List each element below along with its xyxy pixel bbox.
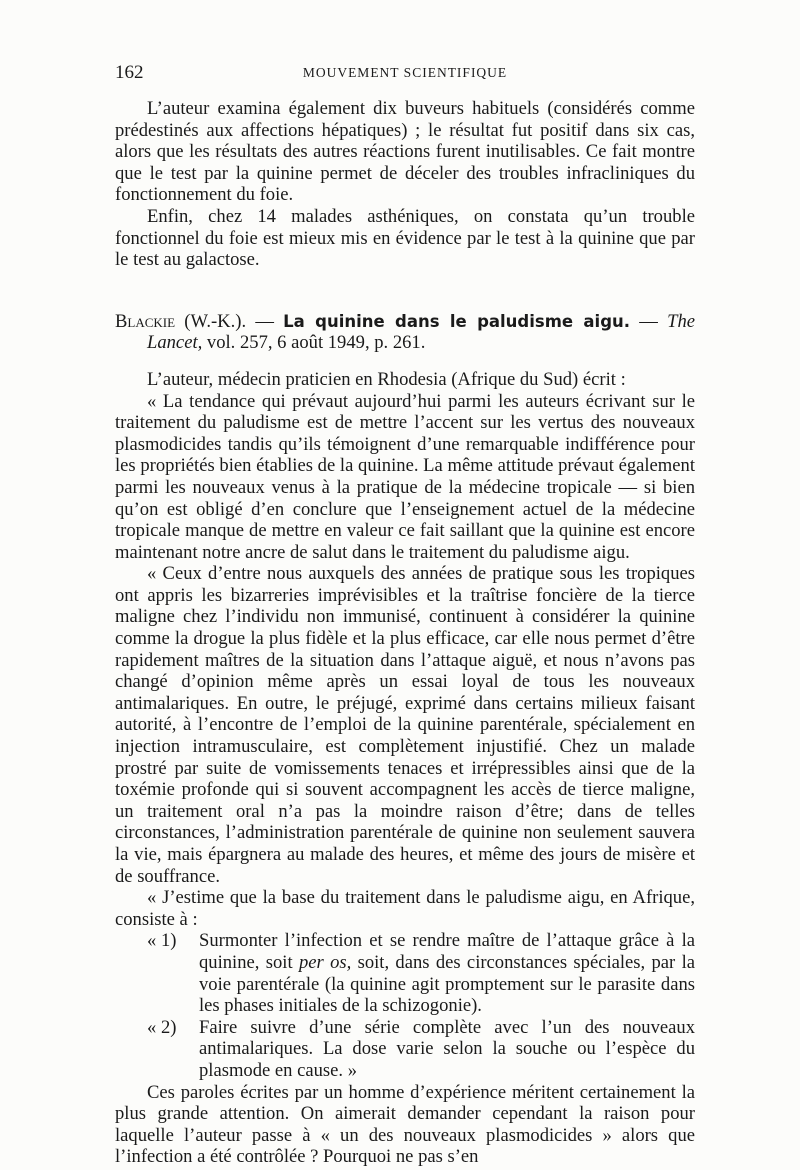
- ref-author: Blackie: [115, 310, 176, 332]
- ref-initials: (W.-K.). —: [175, 310, 284, 332]
- paragraph-2: Enfin, chez 14 malades asthéniques, on constata qu’un trouble fonctionnel du foie est mieux mis en évidence par le test à la quinine que par le test au galactose.: [115, 205, 695, 271]
- list-marker-1: « 1): [147, 930, 177, 952]
- running-title: MOUVEMENT SCIENTIFIQUE: [302, 65, 508, 80]
- ref-dash: —: [630, 310, 668, 332]
- ref-journal: The Lancet,: [147, 310, 696, 354]
- bibliographic-reference: [115, 311, 695, 354]
- paragraph-7: Ces paroles écrites par un homme d’expérience méritent certainement la plus grande attention. On aimerait demander cependant la raison pour laquelle l’auteur passe à « un des nouveaux plasmodicides » alors que l’infection a été contrôlée ? Pourquoi ne pas s’en: [115, 1081, 695, 1168]
- list-item-1-text-b: soit, dans des circonstances spéciales, par la voie parentérale (la quinine agit promptement sur le parasite dans les phases initiales de la schizogonie).: [199, 951, 695, 1017]
- list-item-1-italic: per os,: [298, 951, 352, 973]
- page-body: [115, 98, 695, 1168]
- ref-details: vol. 257, 6 août 1949, p. 261.: [202, 332, 426, 354]
- page-header: [115, 62, 695, 86]
- paragraph-6: « J’estime que la base du traitement dans le paludisme aigu, en Afrique, consiste à :: [115, 887, 695, 930]
- list-item-1: [115, 930, 695, 1016]
- page-number: 162: [115, 62, 144, 83]
- list-marker-2: « 2): [147, 1016, 177, 1038]
- paragraph-3: L’auteur, médecin praticien en Rhodesia (Afrique du Sud) écrit :: [147, 368, 626, 390]
- paragraph-1: L’auteur examina également dix buveurs habituels (considérés comme prédestinés aux affections hépatiques) ; le résultat fut positif dans six cas, alors que les résultats des autres réactions furent inutilisables. Ce fait montre que le test par la quinine permet de déceler des troubles infracliniques du fonctionnement du foie.: [115, 98, 695, 206]
- paragraph-5: « Ceux d’entre nous auxquels des années de pratique sous les tropiques ont appris les bizarreries imprévisibles et la traîtrise foncière de la tierce maligne chez l’individu non immunisé, continuent à considérer la quinine comme la drogue la plus fidèle et la plus efficace, car elle nous permet d’être rapidement maîtres de la situation dans l’attaque aiguë, et nous n’avons pas changé d’opinion même après un essai loyal de tous les nouveaux antimalariques. En outre, le préjugé, exprimé dans certains milieux faisant autorité, à l’encontre de l’emploi de la quinine parentérale, spécialement en injection intramusculaire, est complètement injustifié. Chez un malade prostré par suite de vomissements tenaces et irrépressibles ainsi que de la toxémie profonde qui si souvent accompagnent les accès de tierce maligne, un traitement oral n’a pas la moindre raison d’être; dans de telles circonstances, l’administration parentérale de quinine non seulement sauvera la vie, mais épargnera au malade des heures, et même des jours de misère et de souffrance.: [115, 563, 695, 887]
- list-item-2: [115, 1017, 695, 1082]
- paragraph-4: « La tendance qui prévaut aujourd’hui parmi les auteurs écrivant sur le traitement du paludisme est de mettre l’accent sur les vertus des nouveaux plasmodicides tandis qu’ils témoignent d’une remarquable indifférence pour les propriétés bien établies de la quinine. La même attitude prévaut également parmi les nouveaux venus à la pratique de la médecine tropicale — si bien qu’on est obligé d’en conclure que l’enseignement actuel de la médecine tropicale manque de mettre en valeur ce fait saillant que la quinine est encore maintenant notre ancre de salut dans le traitement du paludisme aigu.: [115, 390, 695, 563]
- list-item-2-text: Faire suivre d’une série complète avec l’un des nouveaux antimalariques. La dose varie selon la souche ou l’espèce du plasmode en cause. »: [199, 1016, 695, 1081]
- ref-title: La quinine dans le paludisme aigu.: [283, 311, 631, 331]
- list-item-1-text-a: Surmonter l’infection et se rendre maître de l’attaque grâce à la quinine, soit: [199, 930, 695, 973]
